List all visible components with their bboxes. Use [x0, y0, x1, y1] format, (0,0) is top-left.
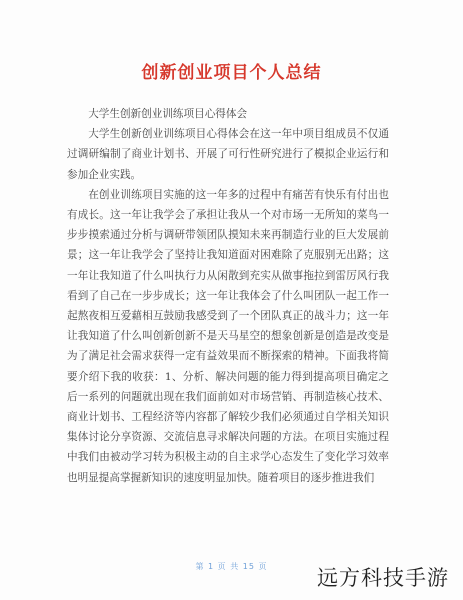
document-title: 创新创业项目个人总结 — [141, 63, 322, 83]
document-subheading: 大学生创新创业训练项目心得体会 — [88, 108, 248, 120]
document-paragraph: 在创业训练项目实施的这一年多的过程中有痛苦有快乐有付出也有成长。这一年让我学会了承担让我从一个对市场一无所知的菜鸟一步步摸索通过分析与调研带领团队摸知未来再制造行业的巨大发展前景；这一年让我学会了坚持让我知道面对困难除了克服别无出路；这一年让我知道了什么叫执行力从闲散到充实从做事拖拉到雷厉风行我看到了自己在一步步成长；这一年让我体会了什么叫团队一起工作一起熬夜相互爱藉相互鼓励我感受到了一个团队真正的战斗力；这一年让我知道了什么叫创新创新不是天马星空的想象创新是创造是改变是为了满足社会需求获得一定有益效果而不断探索的精神。下面我将简要介绍下我的收获：1、分析、解决问题的能力得到提高项目确定之后一系列的问题就出现在我们面前如对市场营销、再制造核心技术、商业计划书、工程经济等内容都了解较少我们必须通过自学相关知识集体讨论分享资源、交流信息寻求解决问题的方法。在项目实施过程中我们由被动学习转为积极主动的自主求学心态发生了变化学习效率也明显提高掌握新知识的速度明显加快。随着项目的逐步推进我们 — [67, 188, 389, 484]
document-body — [67, 104, 389, 488]
page-indicator[interactable]: 第 1 页 共 15 页 — [195, 562, 268, 571]
watermark-text: 远方科技手游 — [317, 566, 449, 590]
document-paragraph: 大学生创新创业训练项目心得体会在这一年中项目组成员不仅通过调研编制了商业计划书、开展了可行性研究进行了模拟企业运行和参加企业实践。 — [67, 128, 389, 181]
